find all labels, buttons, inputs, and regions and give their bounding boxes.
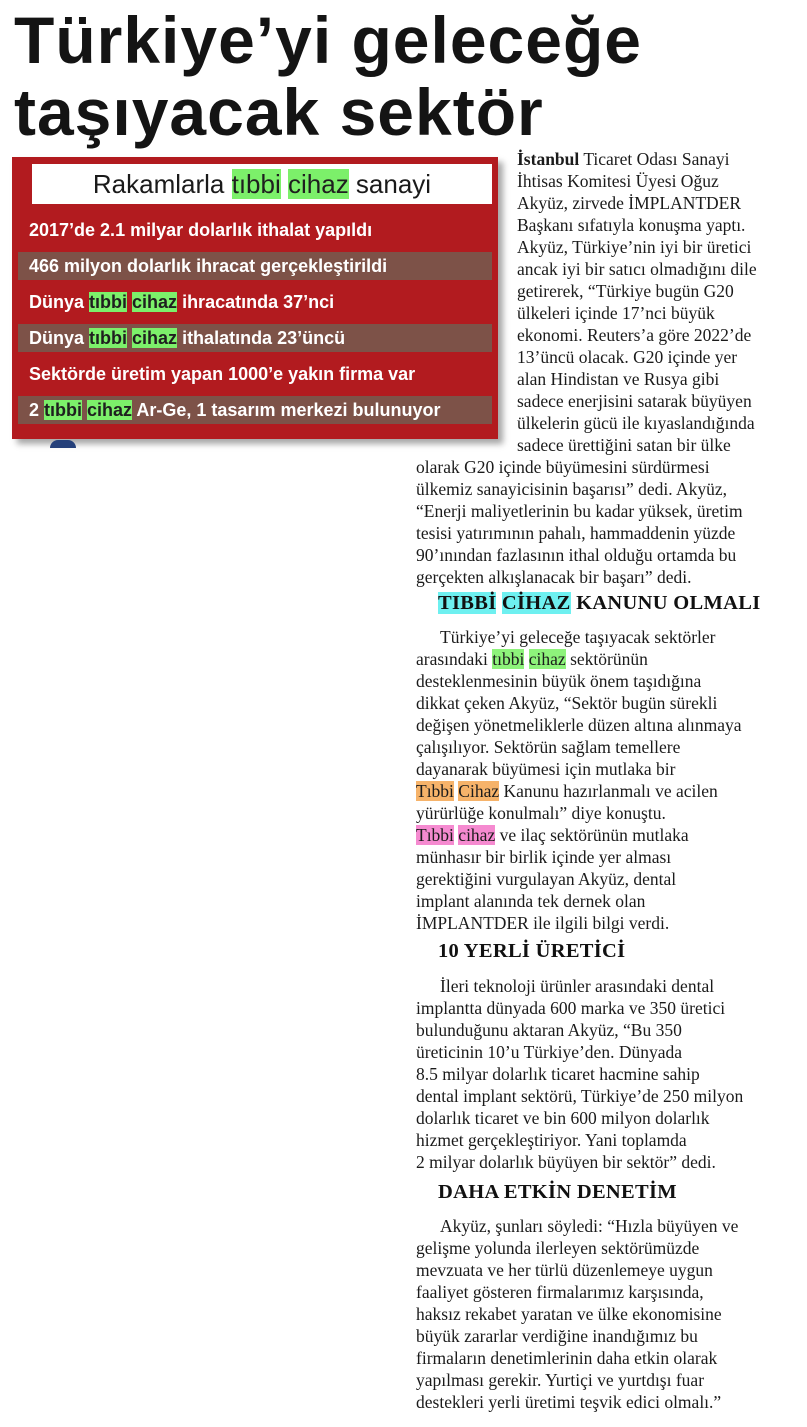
text-line: büyük zararlar verdiğine inandığımız bu (416, 1326, 698, 1346)
text-line: münhasır bir birlik içinde yer alması (416, 847, 672, 867)
highlight-tibbi: TIBBİ (438, 592, 497, 614)
stats-infobox (12, 157, 498, 439)
stat-row-firms: Sektörde üretim yapan 1000’e yakın firma var (29, 364, 416, 384)
text-line: sadece enerjisini satarak büyüyen (517, 391, 752, 411)
subheading-10-yerli-uretici: 10 YERLİ ÜRETİCİ (438, 940, 626, 962)
stat-row-import-rank (18, 324, 492, 352)
text-line: ülkelerin gücü ile kıyaslandığında (517, 413, 755, 433)
stat-row-rnd (18, 396, 492, 424)
text-line: İhtisas Komitesi Üyesi Oğuz (517, 171, 719, 191)
text-line: yürürlüğe konulmalı” diye konuştu. (416, 803, 666, 823)
highlight-cihaz: cihaz (132, 292, 178, 312)
text-line: gelişme yolunda ilerleyen sektörümüzde (416, 1238, 700, 1258)
decorative-shape (50, 440, 76, 448)
text-line: Türkiye’yi geleceğe taşıyacak sektörler (440, 627, 716, 647)
text-line: dayanarak büyümesi için mutlaka bir (416, 759, 676, 779)
stat-row-import: 2017’de 2.1 milyar dolarlık ithalat yapıldı (29, 220, 373, 240)
text-line: üreticinin 10’u Türkiye’den. Dünyada (416, 1042, 682, 1062)
text-fragment: arasındaki (416, 649, 493, 669)
text-fragment: Ticaret Odası Sanayi (579, 149, 730, 169)
headline-line-1: Türkiye’yi geleceğe (14, 3, 642, 77)
text-line: sadece ürettiğini satan bir ülke (517, 435, 731, 455)
text-line: yapılması gerekir. Yurtiçi ve yurtdışı fuar (416, 1370, 705, 1390)
text-line: 13’üncü olacak. G20 içinde yer (517, 347, 738, 367)
text-line: getirerek, “Türkiye bugün G20 (517, 281, 734, 301)
stat-text: 2 (29, 400, 45, 420)
text-line: 8.5 milyar dolarlık ticaret hacmine sahip (416, 1064, 700, 1084)
text-line: “Enerji maliyetlerinin bu kadar yüksek, üretim (416, 501, 743, 521)
highlight-tibbi: tıbbi (89, 328, 128, 348)
highlight-tibbi: tıbbi (89, 292, 128, 312)
text-line: implantta dünyada 600 marka ve 350 üretici (416, 998, 726, 1018)
text-line: İleri teknoloji ürünler arasındaki dental (440, 976, 715, 996)
infobox-title-text: sanayi (348, 169, 432, 199)
highlight-cihaz: cihaz (528, 649, 566, 669)
text-line: haksız rekabet yaratan ve ülke ekonomisine (416, 1304, 722, 1324)
text-line: Başkanı sıfatıyla konuşma yaptı. (517, 215, 746, 235)
highlight-cihaz: cihaz (132, 328, 178, 348)
text-line: Akyüz, zirvede İMPLANTDER (517, 193, 742, 213)
text-line: ancak iyi bir satıcı olmadığını dile (517, 259, 757, 279)
text-line: İMPLANTDER ile ilgili bilgi verdi. (416, 913, 670, 933)
section2-body (416, 975, 798, 1173)
subheading-daha-etkin-denetim: DAHA ETKİN DENETİM (438, 1181, 677, 1203)
highlight-tibbi: Tıbbi (416, 825, 454, 845)
text-line: gerçekten alkışlanacak bir başarı” dedi. (416, 567, 692, 587)
highlight-cihaz: cihaz (87, 400, 133, 420)
text-fragment: ve ilaç sektörünün mutlaka (495, 825, 689, 845)
text-line: değişen yönetmeliklerle düzen altına alınmaya (416, 715, 742, 735)
text-line: ekonomi. Reuters’a göre 2022’de (517, 325, 752, 345)
text-line: faaliyet gösteren firmalarımız karşısında, (416, 1282, 704, 1302)
highlight-cihaz: cihaz (288, 169, 349, 199)
stat-row-export: 466 milyon dolarlık ihracat gerçekleştirildi (18, 252, 492, 280)
highlight-tibbi: tıbbi (44, 400, 83, 420)
text-line (416, 780, 798, 802)
text-line: dikkat çeken Akyüz, “Sektör bugün sürekli (416, 693, 718, 713)
text-line: firmaların denetimlerinin daha etkin olarak (416, 1348, 718, 1368)
text-line: implant alanında tek dernek olan (416, 891, 646, 911)
text-line: ülkemiz sanayicisinin başarısı” dedi. Akyüz, (416, 479, 728, 499)
highlight-cihaz: Cihaz (458, 781, 500, 801)
dateline: İstanbul (517, 149, 580, 169)
stat-text: ithalatında 23’üncü (177, 328, 346, 348)
section1-body (416, 626, 798, 934)
text-fragment: Kanunu hazırlanmalı ve acilen (499, 781, 718, 801)
intro-paragraph-bottom (416, 456, 798, 588)
stat-text: ihracatında 37’nci (177, 292, 335, 312)
text-fragment: sektörünün (565, 649, 648, 669)
highlight-cihaz: cihaz (458, 825, 496, 845)
stat-text: Ar-Ge, 1 tasarım merkezi bulunuyor (132, 400, 441, 420)
subheading-text: KANUNU OLMALI (570, 592, 761, 614)
text-line: gerektiğini vurgulayan Akyüz, dental (416, 869, 677, 889)
headline-line-2: taşıyacak sektör (14, 75, 544, 149)
text-line: alan Hindistan ve Rusya gibi (517, 369, 720, 389)
text-line: Akyüz, şunları söyledi: “Hızla büyüyen ve (440, 1216, 739, 1236)
text-line: ülkeleri içinde 17’nci büyük (517, 303, 715, 323)
text-line: Akyüz, Türkiye’nin iyi bir üretici (517, 237, 752, 257)
text-line (416, 648, 798, 670)
highlight-cihaz: CİHAZ (501, 592, 571, 614)
headline (14, 4, 804, 148)
text-line: destekleri yerli üretimi teşvik edici olmalı.” (416, 1392, 722, 1412)
section3-body (416, 1215, 798, 1413)
intro-paragraph-top (517, 148, 799, 456)
highlight-tibbi: tıbbi (231, 169, 281, 199)
text-line: olarak G20 içinde büyümesini sürdürmesi (416, 457, 710, 477)
text-line: mevzuata ve her türlü düzenlemeye uygun (416, 1260, 713, 1280)
text-line: desteklenmesinin büyük önem taşıdığına (416, 671, 702, 691)
highlight-tibbi: Tıbbi (416, 781, 454, 801)
text-line: bulunduğunu aktaran Akyüz, “Bu 350 (416, 1020, 682, 1040)
text-line: dental implant sektörü, Türkiye’de 250 milyon (416, 1086, 744, 1106)
text-line: tesisi yatırımının pahalı, hammaddenin yüzde (416, 523, 736, 543)
highlight-tibbi: tıbbi (492, 649, 525, 669)
stat-text: Dünya (29, 292, 90, 312)
text-line: dolarlık ticaret ve bin 600 milyon dolarlık (416, 1108, 710, 1128)
stat-row-export-rank (18, 288, 492, 316)
text-line: 90’ınından fazlasının ithal olduğu ortamda bu (416, 545, 737, 565)
text-line: hizmet gerçekleştiriyor. Yani toplamda (416, 1130, 687, 1150)
text-line (517, 148, 799, 170)
stat-text: Dünya (29, 328, 90, 348)
text-line (416, 824, 798, 846)
text-line: 2 milyar dolarlık büyüyen bir sektör” dedi. (416, 1152, 716, 1172)
subheading-tibbi-cihaz-kanunu (438, 590, 760, 616)
infobox-title (32, 164, 492, 204)
infobox-title-text: Rakamlarla (92, 169, 232, 199)
text-line: çalışılıyor. Sektörün sağlam temellere (416, 737, 681, 757)
